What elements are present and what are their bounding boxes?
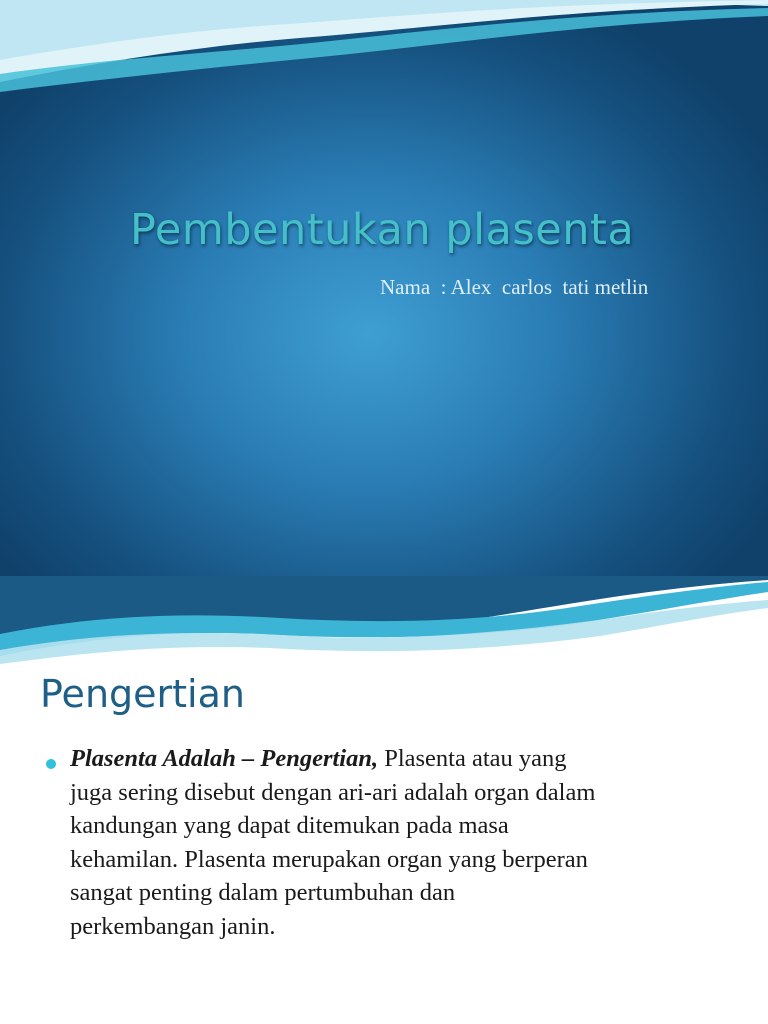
bullet-line: juga sering disebut dengan ari-ari adalah organ dalam: [70, 778, 596, 806]
bullet-line: Plasenta atau yang: [378, 745, 567, 772]
wave-decoration: [0, 576, 768, 666]
bullet-line: kehamilan. Plasenta merupakan organ yang berperan: [70, 845, 588, 873]
bullet-text: [70, 742, 750, 943]
slide-subtitle: Nama : Alex carlos tati metlin: [380, 275, 649, 299]
bullet-icon: [46, 759, 56, 769]
bullet-line: kandungan yang dapat ditemukan pada masa: [70, 812, 509, 839]
bullet-lead: Plasenta Adalah – Pengertian,: [70, 745, 379, 772]
bullet-line: perkembangan janin.: [70, 912, 276, 940]
bullet-line: sangat penting dalam pertumbuhan dan: [70, 879, 456, 906]
slide-title: Pembentukan plasenta: [130, 205, 635, 255]
wave-decoration: [0, 0, 768, 100]
section-heading: Pengertian: [40, 672, 245, 716]
content-slide: [0, 576, 768, 1024]
